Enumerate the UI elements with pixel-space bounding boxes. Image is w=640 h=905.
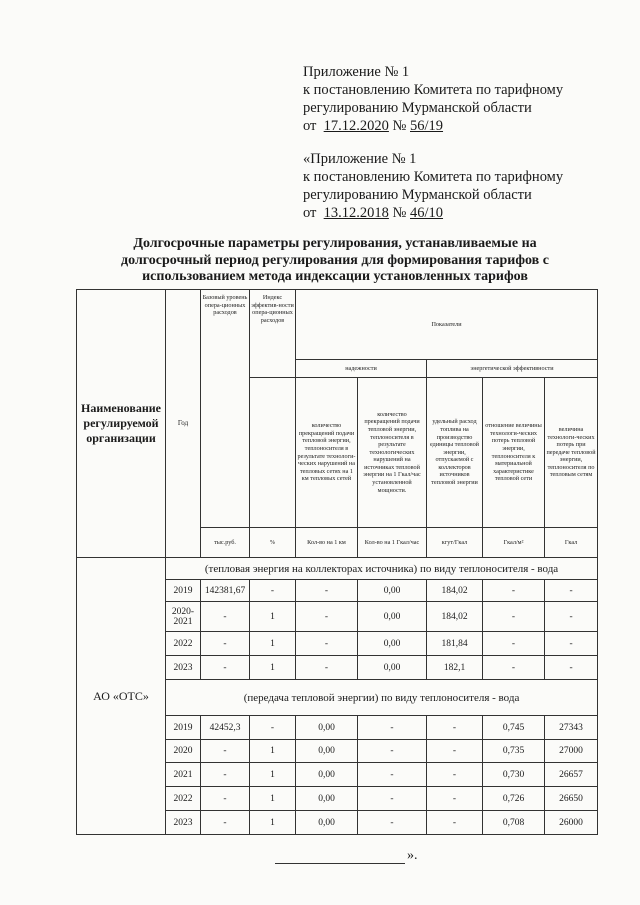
cell-breaks-network: 0,00	[296, 716, 358, 740]
header-base-level: Базовый уровень опера-ционных расходов	[201, 290, 250, 528]
title-line2: долгосрочный период регулирования для формирования тарифов с	[121, 252, 549, 268]
cell-base: 142381,67	[201, 580, 250, 602]
appendix-line3: регулированию Мурманской области	[303, 187, 532, 203]
cell-fuel: 182,1	[427, 656, 483, 680]
header-efficiency-index: Индекс эффектив-ности опера-ционных расходов	[250, 290, 296, 378]
cell-breaks-network: -	[296, 632, 358, 656]
appendix-line1: Приложение № 1	[303, 64, 410, 80]
cell-year: 2019	[166, 716, 201, 740]
cell-loss-value: 26657	[545, 763, 598, 787]
parameters-table	[76, 289, 598, 835]
cell-breaks-network: 0,00	[296, 740, 358, 763]
cell-loss-ratio: 0,726	[483, 787, 545, 811]
appendix-date: 17.12.2020	[323, 118, 389, 134]
cell-fuel: 184,02	[427, 580, 483, 602]
cell-loss-value: 27343	[545, 716, 598, 740]
header-reliability: надежности	[296, 360, 427, 378]
cell-breaks-sources: -	[358, 740, 427, 763]
signature-underline	[275, 863, 405, 864]
header-fuel: удельный расход топлива на производство единицы тепловой энергии, отпускаемой с коллекторов источников тепловой энергии	[427, 378, 483, 528]
cell-fuel: -	[427, 763, 483, 787]
cell-breaks-sources: 0,00	[358, 602, 427, 632]
title-line3: использованием метода индексации установленных тарифов	[142, 269, 528, 284]
cell-base: -	[201, 632, 250, 656]
cell-breaks-sources: -	[358, 763, 427, 787]
appendix-date-prefix: от	[303, 205, 317, 221]
header-loss-value: величина технологи-ческих потерь при передаче тепловой энергии, теплоносителя по тепловым сетям	[545, 378, 598, 528]
appendix-number: 56/19	[410, 118, 444, 134]
cell-breaks-network: 0,00	[296, 763, 358, 787]
cell-base: -	[201, 763, 250, 787]
cell-breaks-network: -	[296, 580, 358, 602]
cell-fuel: -	[427, 811, 483, 835]
cell-breaks-sources: -	[358, 811, 427, 835]
appendix-line3: регулированию Мурманской области	[303, 100, 532, 116]
organization-name: АО «ОТС»	[77, 558, 166, 835]
cell-index: 1	[250, 632, 296, 656]
cell-loss-value: 26650	[545, 787, 598, 811]
appendix-number-sign: №	[392, 118, 407, 134]
cell-year: 2022	[166, 632, 201, 656]
cell-loss-ratio: 0,745	[483, 716, 545, 740]
unit-cell: %	[250, 528, 296, 558]
title-line1: Долгосрочные параметры регулирования, устанавливаемые на	[133, 236, 537, 251]
cell-base: -	[201, 811, 250, 835]
cell-breaks-sources: -	[358, 787, 427, 811]
cell-year: 2023	[166, 656, 201, 680]
cell-index: 1	[250, 602, 296, 632]
cell-index: 1	[250, 787, 296, 811]
cell-fuel: 181,84	[427, 632, 483, 656]
cell-fuel: 184,02	[427, 602, 483, 632]
cell-loss-value: 26000	[545, 811, 598, 835]
cell-base: -	[201, 602, 250, 632]
appendix-date-prefix: от	[303, 118, 317, 134]
header-indicators: Показатели	[296, 290, 598, 360]
appendix-line1: «Приложение № 1	[303, 151, 417, 167]
cell-index: -	[250, 580, 296, 602]
appendix-reference-original	[303, 150, 563, 222]
cell-base: -	[201, 740, 250, 763]
appendix-number-sign: №	[392, 205, 407, 221]
cell-loss-ratio: -	[483, 632, 545, 656]
unit-cell: тыс.руб.	[201, 528, 250, 558]
cell-base: 42452,3	[201, 716, 250, 740]
cell-year: 2021	[166, 763, 201, 787]
unit-cell: Кол-во на 1 км	[296, 528, 358, 558]
header-year: Год	[166, 290, 201, 558]
cell-fuel: -	[427, 716, 483, 740]
unit-cell: Гкал	[545, 528, 598, 558]
cell-year: 2020	[166, 740, 201, 763]
cell-index: 1	[250, 740, 296, 763]
cell-breaks-sources: 0,00	[358, 632, 427, 656]
section-title-sources: (тепловая энергия на коллекторах источника) по виду теплоносителя - вода	[166, 558, 598, 580]
cell-index: 1	[250, 811, 296, 835]
header-energy-efficiency: энергетической эффективности	[427, 360, 598, 378]
cell-year: 2022	[166, 787, 201, 811]
cell-breaks-sources: -	[358, 716, 427, 740]
cell-year: 2020-2021	[166, 602, 201, 632]
appendix-reference-current	[303, 63, 563, 135]
cell-loss-value: -	[545, 656, 598, 680]
document-title	[95, 236, 575, 286]
cell-base: -	[201, 656, 250, 680]
cell-fuel: -	[427, 740, 483, 763]
cell-loss-ratio: 0,730	[483, 763, 545, 787]
cell-index: -	[250, 716, 296, 740]
cell-breaks-sources: 0,00	[358, 580, 427, 602]
appendix-date: 13.12.2018	[323, 205, 389, 221]
cell-loss-ratio: 0,708	[483, 811, 545, 835]
cell-breaks-network: -	[296, 602, 358, 632]
cell-loss-value: -	[545, 602, 598, 632]
cell-breaks-network: -	[296, 656, 358, 680]
header-breaks-sources: количество прекращений подачи тепловой энергии, теплоносителя в результате технологических нарушений на источниках тепловой энергии на 1 Гкал/час установленной мощности.	[358, 378, 427, 528]
cell-year: 2023	[166, 811, 201, 835]
cell-base: -	[201, 787, 250, 811]
header-loss-ratio: отношение величины технологи-ческих потерь тепловой энергии, теплоносителя к материальной характеристике тепловой сети	[483, 378, 545, 528]
cell-loss-ratio: 0,735	[483, 740, 545, 763]
cell-breaks-sources: 0,00	[358, 656, 427, 680]
cell-index: 1	[250, 763, 296, 787]
section-title-transmission: (передача тепловой энергии) по виду теплоносителя - вода	[166, 680, 598, 716]
header-index-blank	[250, 378, 296, 528]
cell-loss-value: -	[545, 580, 598, 602]
appendix-date-line	[303, 204, 563, 222]
closing-line	[275, 848, 418, 864]
cell-loss-value: 27000	[545, 740, 598, 763]
cell-loss-ratio: -	[483, 656, 545, 680]
header-organization: Наименование регулируемой организации	[77, 290, 166, 558]
appendix-line2: к постановлению Комитета по тарифному	[303, 169, 564, 185]
cell-breaks-network: 0,00	[296, 811, 358, 835]
appendix-date-line	[303, 117, 563, 135]
cell-loss-ratio: -	[483, 602, 545, 632]
cell-year: 2019	[166, 580, 201, 602]
cell-index: 1	[250, 656, 296, 680]
header-breaks-network: количество прекращений подачи тепловой энергии, теплоносителя в результате технологи-ческих нарушений на тепловых сетях на 1 км тепловых сетей	[296, 378, 358, 528]
unit-cell: кгут/Гкал	[427, 528, 483, 558]
cell-loss-ratio: -	[483, 580, 545, 602]
unit-cell: Гкал/м²	[483, 528, 545, 558]
cell-loss-value: -	[545, 632, 598, 656]
unit-cell: Кол-во на 1 Гкал/час	[358, 528, 427, 558]
closing-mark: ».	[407, 848, 418, 863]
cell-fuel: -	[427, 787, 483, 811]
appendix-line2: к постановлению Комитета по тарифному	[303, 82, 564, 98]
appendix-number: 46/10	[410, 205, 444, 221]
cell-breaks-network: 0,00	[296, 787, 358, 811]
